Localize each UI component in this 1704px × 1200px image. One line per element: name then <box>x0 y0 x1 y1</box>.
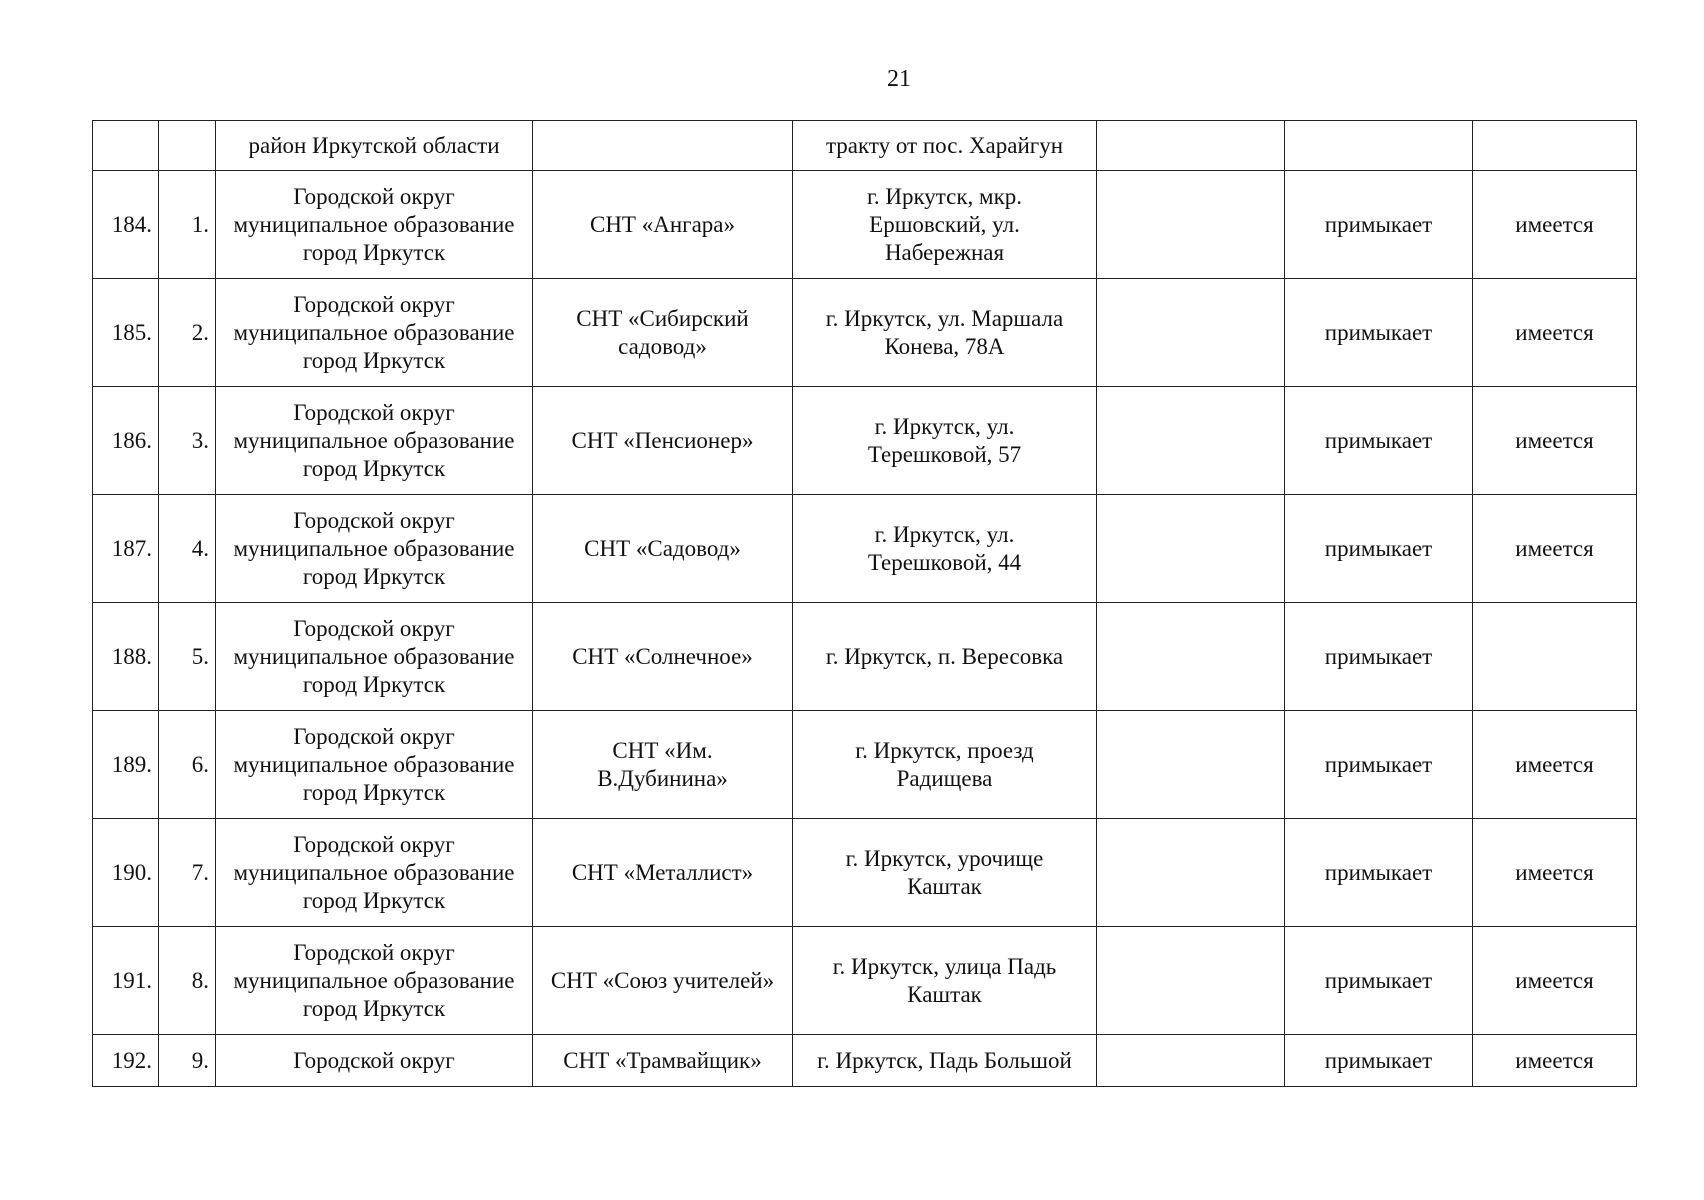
border-status: примыкает <box>1285 387 1473 495</box>
municipality-line: город Иркутск <box>302 347 446 373</box>
municipality-line: город Иркутск <box>302 239 446 265</box>
municipality-line: муниципальное образование <box>233 427 515 453</box>
address <box>793 927 1097 1035</box>
address <box>793 711 1097 819</box>
municipality-line: город Иркутск <box>302 779 446 805</box>
municipality <box>216 1035 533 1087</box>
address-line: Терешковой, 57 <box>867 441 1022 467</box>
empty-cell <box>1097 603 1285 711</box>
address-line: г. Иркутск, ул. Маршала <box>825 305 1064 331</box>
municipality-line: город Иркутск <box>302 455 446 481</box>
address-line: Радищева <box>896 765 993 791</box>
organization-name <box>533 603 793 711</box>
municipality-cell: район Иркутской области <box>216 121 533 171</box>
empty-cell <box>1097 121 1285 171</box>
municipality <box>216 603 533 711</box>
page-number: 21 <box>887 66 911 92</box>
empty-cell <box>1097 495 1285 603</box>
municipality-line: Городской округ <box>293 183 455 209</box>
municipality-line: Городской округ <box>293 723 455 749</box>
organization-name-line: СНТ «Союз учителей» <box>550 967 775 993</box>
border-cell <box>1285 121 1473 171</box>
municipality-line: муниципальное образование <box>233 535 515 561</box>
road-cell <box>1473 121 1637 171</box>
address <box>793 495 1097 603</box>
organization-name-line: СНТ «Трамвайщик» <box>563 1047 762 1073</box>
row-sub-number: 9. <box>159 1035 216 1087</box>
road-status <box>1473 603 1637 711</box>
address-line: г. Иркутск, проезд <box>855 737 1034 763</box>
organization-name-line: СНТ «Садовод» <box>584 535 741 561</box>
row-sub-number: 3. <box>159 387 216 495</box>
row-sub-number: 7. <box>159 819 216 927</box>
address-line: Конева, 78А <box>884 333 1005 359</box>
organization-name-line: садовод» <box>618 333 707 359</box>
border-status: примыкает <box>1285 1035 1473 1087</box>
address-line: г. Иркутск, ул. <box>874 521 1015 547</box>
municipality-line: муниципальное образование <box>233 967 515 993</box>
municipality-line: город Иркутск <box>302 887 446 913</box>
organization-name <box>533 1035 793 1087</box>
table-row <box>93 279 1637 387</box>
municipality-line: город Иркутск <box>302 995 446 1021</box>
border-status: примыкает <box>1285 279 1473 387</box>
table-row <box>93 495 1637 603</box>
row-number: 184. <box>93 171 159 279</box>
row-sub-number: 4. <box>159 495 216 603</box>
road-status: имеется <box>1473 495 1637 603</box>
empty-cell <box>1097 927 1285 1035</box>
municipality-line: муниципальное образование <box>233 751 515 777</box>
municipality <box>216 279 533 387</box>
municipality <box>216 171 533 279</box>
address <box>793 819 1097 927</box>
organization-name <box>533 171 793 279</box>
municipality-line: Городской округ <box>293 291 455 317</box>
border-status: примыкает <box>1285 171 1473 279</box>
municipality-line: Городской округ <box>293 507 455 533</box>
road-status: имеется <box>1473 1035 1637 1087</box>
road-status: имеется <box>1473 171 1637 279</box>
municipality <box>216 387 533 495</box>
address-line: г. Иркутск, мкр. <box>867 183 1022 209</box>
table-row <box>93 927 1637 1035</box>
sub-num-cell <box>159 121 216 171</box>
municipality-line: Городской округ <box>293 615 455 641</box>
row-number: 187. <box>93 495 159 603</box>
organization-name <box>533 387 793 495</box>
row-sub-number: 6. <box>159 711 216 819</box>
row-sub-number: 1. <box>159 171 216 279</box>
municipality-line: Городской округ <box>293 939 455 965</box>
road-status: имеется <box>1473 279 1637 387</box>
address-line: г. Иркутск, ул. <box>874 413 1015 439</box>
row-sub-number: 5. <box>159 603 216 711</box>
municipality <box>216 927 533 1035</box>
address <box>793 279 1097 387</box>
row-number: 192. <box>93 1035 159 1087</box>
address-line: г. Иркутск, Падь Большой <box>817 1047 1072 1073</box>
organization-name <box>533 279 793 387</box>
table-row <box>93 819 1637 927</box>
organization-name <box>533 495 793 603</box>
organization-name <box>533 711 793 819</box>
table-row <box>93 711 1637 819</box>
municipality <box>216 495 533 603</box>
organization-name <box>533 927 793 1035</box>
row-number: 191. <box>93 927 159 1035</box>
row-number: 189. <box>93 711 159 819</box>
organization-name <box>533 819 793 927</box>
municipality-line: муниципальное образование <box>233 643 515 669</box>
name-cell <box>533 121 793 171</box>
organization-name-line: В.Дубинина» <box>597 765 728 791</box>
table-row <box>93 1035 1637 1087</box>
address-line: Набережная <box>884 239 1005 265</box>
organization-name-line: СНТ «Солнечное» <box>572 643 753 669</box>
empty-cell <box>1097 171 1285 279</box>
row-number: 190. <box>93 819 159 927</box>
address <box>793 1035 1097 1087</box>
municipality-line: муниципальное образование <box>233 211 515 237</box>
address-cell: тракту от пос. Харайгун <box>793 121 1097 171</box>
empty-cell <box>1097 711 1285 819</box>
municipality-line: город Иркутск <box>302 563 446 589</box>
row-number: 186. <box>93 387 159 495</box>
address-line: г. Иркутск, улица Падь <box>832 953 1057 979</box>
municipality <box>216 711 533 819</box>
organization-name-line: СНТ «Ангара» <box>589 211 736 237</box>
table-row-continuation <box>93 121 1637 171</box>
address-line: Ершовский, ул. <box>869 211 1020 237</box>
road-status: имеется <box>1473 711 1637 819</box>
table-row <box>93 387 1637 495</box>
address <box>793 171 1097 279</box>
address <box>793 603 1097 711</box>
organization-name-line: СНТ «Им. <box>612 737 713 763</box>
organization-name-line: СНТ «Сибирский <box>576 305 749 331</box>
registry-table <box>92 120 1637 1087</box>
row-sub-number: 8. <box>159 927 216 1035</box>
address-line: г. Иркутск, п. Вересовка <box>825 643 1064 669</box>
border-status: примыкает <box>1285 927 1473 1035</box>
address-line: Терешковой, 44 <box>867 549 1022 575</box>
border-status: примыкает <box>1285 603 1473 711</box>
municipality-line: муниципальное образование <box>233 859 515 885</box>
municipality-line: Городской округ <box>293 1047 455 1073</box>
empty-cell <box>1097 819 1285 927</box>
border-status: примыкает <box>1285 819 1473 927</box>
municipality-line: Городской округ <box>293 831 455 857</box>
table-row <box>93 603 1637 711</box>
organization-name-line: СНТ «Пенсионер» <box>571 427 754 453</box>
address-line: Каштак <box>907 873 982 899</box>
address <box>793 387 1097 495</box>
address-line: Каштак <box>907 981 982 1007</box>
empty-cell <box>1097 387 1285 495</box>
row-number: 185. <box>93 279 159 387</box>
road-status: имеется <box>1473 927 1637 1035</box>
road-status: имеется <box>1473 819 1637 927</box>
empty-cell <box>1097 279 1285 387</box>
municipality-line: город Иркутск <box>302 671 446 697</box>
municipality-line: муниципальное образование <box>233 319 515 345</box>
organization-name-line: СНТ «Металлист» <box>571 859 754 885</box>
municipality <box>216 819 533 927</box>
empty-cell <box>1097 1035 1285 1087</box>
row-sub-number: 2. <box>159 279 216 387</box>
road-status: имеется <box>1473 387 1637 495</box>
num-cell <box>93 121 159 171</box>
address-line: г. Иркутск, урочище <box>845 845 1044 871</box>
border-status: примыкает <box>1285 495 1473 603</box>
border-status: примыкает <box>1285 711 1473 819</box>
table-row <box>93 171 1637 279</box>
municipality-line: Городской округ <box>293 399 455 425</box>
row-number: 188. <box>93 603 159 711</box>
